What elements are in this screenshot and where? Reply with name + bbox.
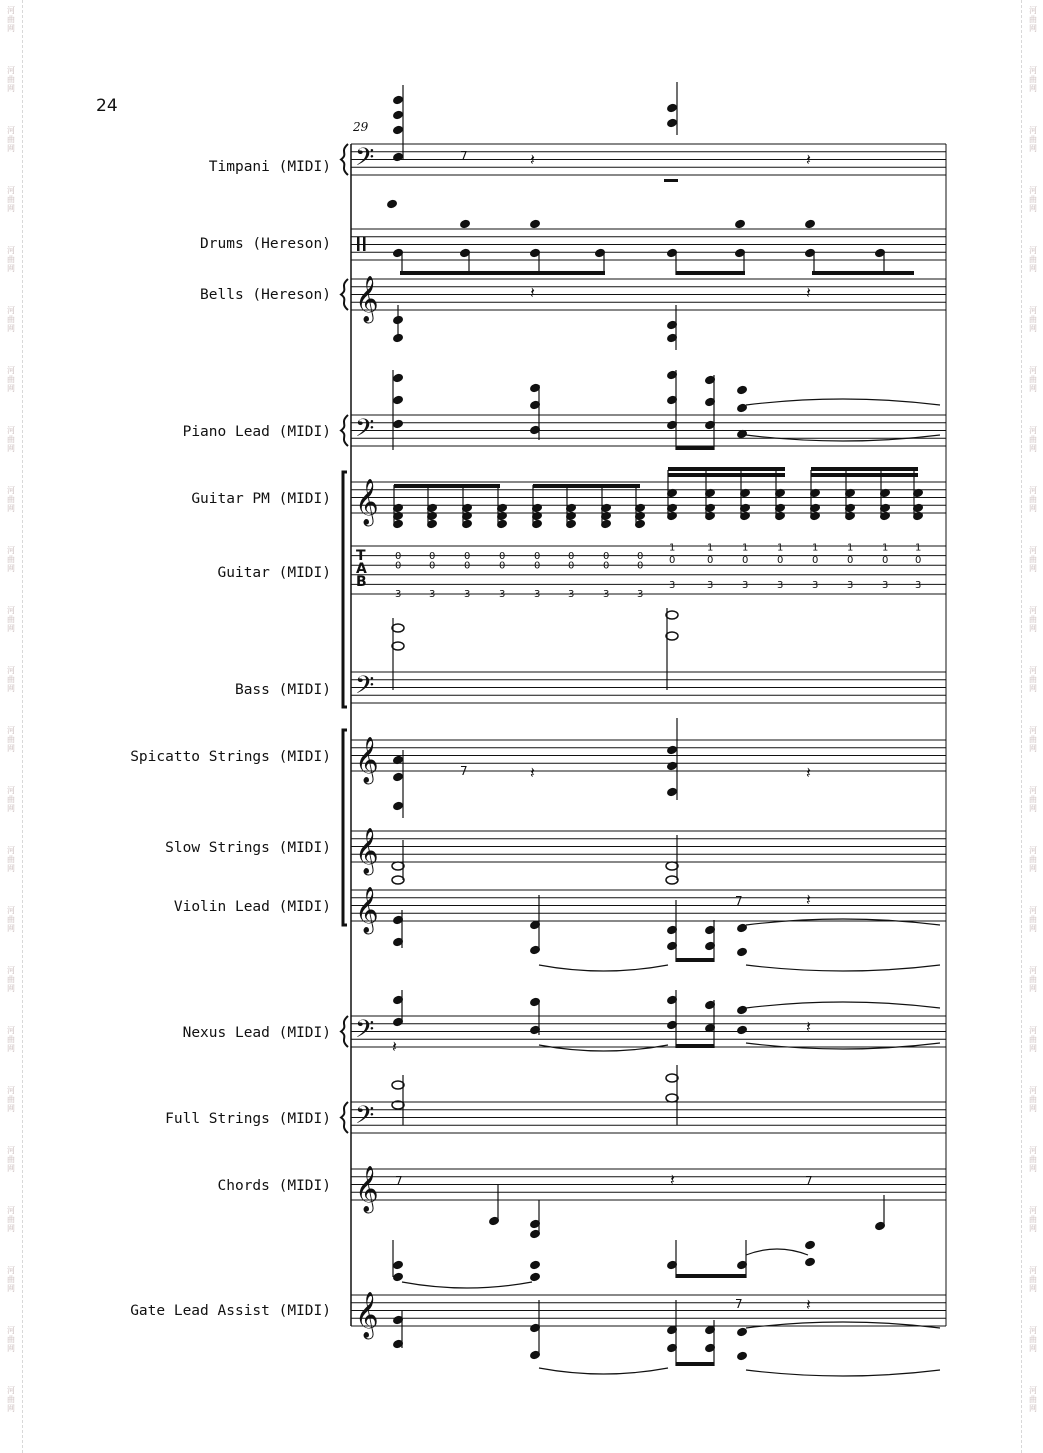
treble-clef-icon: 𝄞 <box>355 479 379 525</box>
watermark-mark: 河 曲 网 <box>1029 666 1037 693</box>
tab-fret-number: 3 <box>637 588 644 600</box>
instrument-label-bells: Bells (Hereson) <box>200 287 331 303</box>
half-note <box>666 1074 678 1082</box>
beam <box>811 473 918 477</box>
beam <box>676 271 745 275</box>
half-note <box>666 632 678 640</box>
beam <box>668 467 785 471</box>
treble-clef-icon: 𝄞 <box>355 1292 379 1338</box>
beam <box>676 1274 746 1278</box>
notehead <box>737 1025 748 1035</box>
tab-fret-number: 0 <box>812 554 819 566</box>
watermark-mark: 河 曲 网 <box>7 366 15 393</box>
notehead <box>393 152 404 162</box>
watermark-mark: 河 曲 网 <box>1029 1206 1037 1233</box>
watermark-mark: 河 曲 网 <box>7 306 15 333</box>
rest: 𝄽 <box>530 283 535 302</box>
tab-fret-number: 1 <box>669 542 676 554</box>
eighth-rest: 7 <box>735 1297 743 1311</box>
instrument-label-guitar-pm: Guitar PM (MIDI) <box>191 491 331 507</box>
notehead <box>667 118 678 128</box>
watermark-mark: 河 曲 网 <box>1029 126 1037 153</box>
watermark-mark: 河 曲 网 <box>1029 366 1037 393</box>
notehead <box>393 1272 404 1282</box>
tab-fret-number: 3 <box>847 579 854 591</box>
watermark-mark: 河 曲 网 <box>7 186 15 213</box>
watermark-mark: 河 曲 网 <box>1029 1026 1037 1053</box>
staff-lines <box>351 144 946 1326</box>
watermark-mark: 河 曲 网 <box>7 786 15 813</box>
tab-fret-number: 0 <box>429 560 436 572</box>
rest: 𝄽 <box>806 763 811 782</box>
tab-fret-number: 0 <box>499 560 506 572</box>
notehead <box>393 1260 404 1270</box>
bells-brace <box>341 279 348 310</box>
tab-fret-number: 1 <box>742 542 749 554</box>
tie <box>746 919 940 925</box>
tab-fret-number: 0 <box>464 560 471 572</box>
rest: 𝄽 <box>806 1017 811 1036</box>
notehead <box>393 395 404 405</box>
tab-fret-number: 0 <box>568 560 575 572</box>
tab-fret-number: 1 <box>915 542 922 554</box>
tab-fret-number: 0 <box>603 560 610 572</box>
instrument-label-drums: Drums (Hereson) <box>200 236 331 252</box>
notehead <box>737 403 748 413</box>
watermark-mark: 河 曲 网 <box>1029 6 1037 33</box>
watermark-mark: 河 曲 网 <box>7 1266 15 1293</box>
notehead <box>530 219 541 229</box>
watermark-mark: 河 曲 网 <box>7 486 15 513</box>
strings-bracket <box>343 730 347 925</box>
percussion-clef-icon <box>357 237 360 251</box>
rest: 𝄽 <box>670 1170 675 1189</box>
tab-fret-number: 0 <box>742 554 749 566</box>
treble-clef-icon: 𝄞 <box>355 1166 379 1212</box>
notehead <box>805 1257 816 1267</box>
whole-rest <box>664 179 678 182</box>
tab-fret-number: 3 <box>812 579 819 591</box>
tie <box>746 1249 808 1255</box>
instrument-label-chords: Chords (MIDI) <box>217 1178 331 1194</box>
watermark-mark: 河 曲 网 <box>7 1206 15 1233</box>
beam <box>676 958 714 962</box>
notes <box>387 82 940 1376</box>
watermark-mark: 河 曲 网 <box>7 666 15 693</box>
bass-clef-icon: 𝄢 <box>355 671 375 706</box>
instrument-label-guitar: Guitar (MIDI) <box>217 565 331 581</box>
watermark-mark: 河 曲 网 <box>7 6 15 33</box>
notehead <box>667 787 678 797</box>
tab-fret-numbers <box>395 543 921 600</box>
tie <box>746 965 940 971</box>
watermark-mark: 河 曲 网 <box>7 1386 15 1413</box>
beam <box>533 484 640 488</box>
notehead <box>805 1240 816 1250</box>
treble-clef-icon: 𝄞 <box>355 828 379 874</box>
tab-fret-number: 3 <box>464 588 471 600</box>
instrument-label-spicatto-strings: Spicatto Strings (MIDI) <box>130 749 331 765</box>
bass-clef-icon: 𝄢 <box>355 1015 375 1050</box>
tab-fret-number: 3 <box>499 588 506 600</box>
tab-fret-number: 3 <box>882 579 889 591</box>
half-note <box>392 642 404 650</box>
tab-fret-number: 3 <box>534 588 541 600</box>
nexus-brace <box>341 1016 348 1047</box>
tab-fret-number: 1 <box>707 542 714 554</box>
rest: 𝄽 <box>806 890 811 909</box>
tab-fret-number: 0 <box>499 551 506 563</box>
instrument-label-slow-strings: Slow Strings (MIDI) <box>165 840 331 856</box>
watermark-mark: 河 曲 网 <box>7 906 15 933</box>
rest: 𝄽 <box>806 283 811 302</box>
notehead <box>805 219 816 229</box>
notehead <box>393 801 404 811</box>
beam <box>676 1044 714 1048</box>
notehead <box>737 1351 748 1361</box>
beam <box>400 271 605 275</box>
tab-fret-number: 0 <box>395 551 402 563</box>
watermark-mark: 河 曲 网 <box>1029 1086 1037 1113</box>
instrument-label-violin-lead: Violin Lead (MIDI) <box>173 899 331 915</box>
tab-fret-number: 0 <box>568 551 575 563</box>
treble-clef-icon: 𝄞 <box>355 737 379 783</box>
brackets <box>341 144 348 1133</box>
watermark-mark: 河 曲 网 <box>1029 486 1037 513</box>
watermark-mark: 河 曲 网 <box>1029 1326 1037 1353</box>
half-note <box>392 1081 404 1089</box>
watermark-mark: 河 曲 网 <box>1029 846 1037 873</box>
tab-fret-number: 3 <box>777 579 784 591</box>
eighth-rest: 7 <box>460 149 468 163</box>
guitar-bass-bracket <box>343 472 347 707</box>
percussion-clef-icon <box>363 237 366 251</box>
tab-fret-number: 0 <box>669 554 676 566</box>
tab-fret-number: 1 <box>847 542 854 554</box>
notehead <box>737 1005 748 1015</box>
tab-fret-number: 3 <box>395 588 402 600</box>
tab-fret-number: 3 <box>568 588 575 600</box>
rest: 𝄽 <box>530 763 535 782</box>
piano-brace <box>341 415 348 446</box>
clefs <box>355 143 379 1340</box>
notehead <box>667 761 678 771</box>
notehead <box>393 772 404 782</box>
barlines <box>351 144 946 1326</box>
instrument-label-full-strings: Full Strings (MIDI) <box>165 1111 331 1127</box>
watermark-mark: 河 曲 网 <box>1029 306 1037 333</box>
notehead <box>393 125 404 135</box>
tie <box>746 1370 940 1376</box>
watermark-mark: 河 曲 网 <box>1029 606 1037 633</box>
notehead <box>530 1260 541 1270</box>
eighth-rest: 7 <box>395 1174 403 1188</box>
notehead <box>393 95 404 105</box>
tab-fret-number: 0 <box>882 554 889 566</box>
treble-clef-icon: 𝄞 <box>355 887 379 933</box>
notehead <box>737 923 748 933</box>
watermark-mark: 河 曲 网 <box>1029 906 1037 933</box>
full-strings-brace <box>341 1102 348 1133</box>
half-note <box>392 624 404 632</box>
rest: 𝄽 <box>392 1037 397 1056</box>
tie <box>402 1282 532 1288</box>
beam <box>394 484 500 488</box>
tab-fret-number: 3 <box>915 579 922 591</box>
tab-fret-number: 3 <box>603 588 610 600</box>
instrument-label-bass: Bass (MIDI) <box>234 682 331 698</box>
rest: 𝄽 <box>530 150 535 169</box>
beam <box>676 446 714 450</box>
instrument-label-nexus-lead: Nexus Lead (MIDI) <box>182 1025 331 1041</box>
half-note <box>392 876 404 884</box>
measure-number: 29 <box>353 120 369 134</box>
notehead <box>393 373 404 383</box>
half-note <box>666 611 678 619</box>
tab-fret-number: 0 <box>395 560 402 572</box>
tab-fret-number: 1 <box>882 542 889 554</box>
watermark-mark: 河 曲 网 <box>1029 786 1037 813</box>
tab-fret-number: 0 <box>847 554 854 566</box>
tie <box>746 1322 940 1328</box>
watermark-mark: 河 曲 网 <box>1029 546 1037 573</box>
notehead <box>460 219 471 229</box>
half-note <box>666 862 678 870</box>
treble-clef-icon: 𝄞 <box>355 276 379 322</box>
watermark-mark: 河 曲 网 <box>1029 1386 1037 1413</box>
tie <box>539 965 668 971</box>
notehead <box>393 419 404 429</box>
tab-fret-number: 0 <box>637 560 644 572</box>
watermark-mark: 河 曲 网 <box>1029 66 1037 93</box>
tab-fret-number: 3 <box>429 588 436 600</box>
page-number: 24 <box>96 96 118 116</box>
bass-clef-icon: 𝄢 <box>355 414 375 449</box>
tab-fret-number: 1 <box>777 542 784 554</box>
instrument-label-gate-lead-assist: Gate Lead Assist (MIDI) <box>130 1303 331 1319</box>
tab-fret-number: 0 <box>534 551 541 563</box>
tab-fret-number: 0 <box>429 551 436 563</box>
tab-clef-letter: B <box>356 574 367 590</box>
eighth-rest: 7 <box>460 764 468 778</box>
watermark-mark: 河 曲 网 <box>1029 186 1037 213</box>
tie <box>539 1045 668 1051</box>
watermark-mark: 河 曲 网 <box>1029 1146 1037 1173</box>
tab-fret-number: 0 <box>603 551 610 563</box>
tab-fret-number: 0 <box>464 551 471 563</box>
notehead <box>667 103 678 113</box>
tab-fret-number: 0 <box>534 560 541 572</box>
tie <box>746 1002 940 1008</box>
notehead <box>530 1272 541 1282</box>
watermark-mark: 河 曲 网 <box>7 1326 15 1353</box>
eighth-rest: 7 <box>805 1174 813 1188</box>
notehead <box>737 1327 748 1337</box>
watermark-mark: 河 曲 网 <box>7 966 15 993</box>
half-note <box>392 862 404 870</box>
tab-fret-number: 3 <box>669 579 676 591</box>
tab-clef-letter: A <box>356 561 367 577</box>
beam <box>812 271 914 275</box>
watermark-mark: 河 曲 网 <box>7 606 15 633</box>
notehead <box>667 745 678 755</box>
watermark-mark: 河 曲 网 <box>1029 426 1037 453</box>
notehead <box>735 219 746 229</box>
rest: 𝄽 <box>806 150 811 169</box>
watermark-mark: 河 曲 网 <box>7 126 15 153</box>
watermark-mark: 河 曲 网 <box>7 1026 15 1053</box>
beam <box>676 1362 714 1366</box>
watermark-mark: 河 曲 网 <box>1029 246 1037 273</box>
tab-fret-number: 3 <box>742 579 749 591</box>
beam <box>811 467 918 471</box>
timpani-brace <box>341 144 348 175</box>
tab-fret-number: 0 <box>777 554 784 566</box>
tie <box>539 1368 668 1374</box>
tie <box>746 1043 940 1049</box>
notehead <box>393 315 404 325</box>
half-note <box>666 876 678 884</box>
watermark-mark: 河 曲 网 <box>7 426 15 453</box>
tab-fret-number: 1 <box>812 542 819 554</box>
watermark-mark: 河 曲 网 <box>7 246 15 273</box>
tab-clef-letter: T <box>356 548 366 564</box>
tab-fret-number: 3 <box>707 579 714 591</box>
watermark-mark: 河 曲 网 <box>7 846 15 873</box>
bass-clef-icon: 𝄢 <box>355 1101 375 1136</box>
rest: 𝄽 <box>806 1295 811 1314</box>
notehead <box>737 385 748 395</box>
watermark-mark: 河 曲 网 <box>7 726 15 753</box>
watermark-mark: 河 曲 网 <box>1029 1266 1037 1293</box>
half-note <box>666 1094 678 1102</box>
tab-fret-number: 0 <box>637 551 644 563</box>
notehead <box>393 110 404 120</box>
notehead <box>737 947 748 957</box>
watermark-mark: 河 曲 网 <box>1029 966 1037 993</box>
tab-fret-number: 0 <box>707 554 714 566</box>
watermark-mark: 河 曲 网 <box>7 1146 15 1173</box>
bass-clef-icon: 𝄢 <box>355 143 375 178</box>
notehead <box>387 199 398 209</box>
eighth-rest: 7 <box>735 894 743 908</box>
instrument-label-piano-lead: Piano Lead (MIDI) <box>182 424 331 440</box>
watermark-mark: 河 曲 网 <box>7 1086 15 1113</box>
instrument-label-timpani: Timpani (MIDI) <box>208 159 331 175</box>
tie <box>746 399 940 405</box>
beam <box>668 473 785 477</box>
watermark-mark: 河 曲 网 <box>1029 726 1037 753</box>
tab-fret-number: 0 <box>915 554 922 566</box>
watermark-mark: 河 曲 网 <box>7 66 15 93</box>
watermark-mark: 河 曲 网 <box>7 546 15 573</box>
